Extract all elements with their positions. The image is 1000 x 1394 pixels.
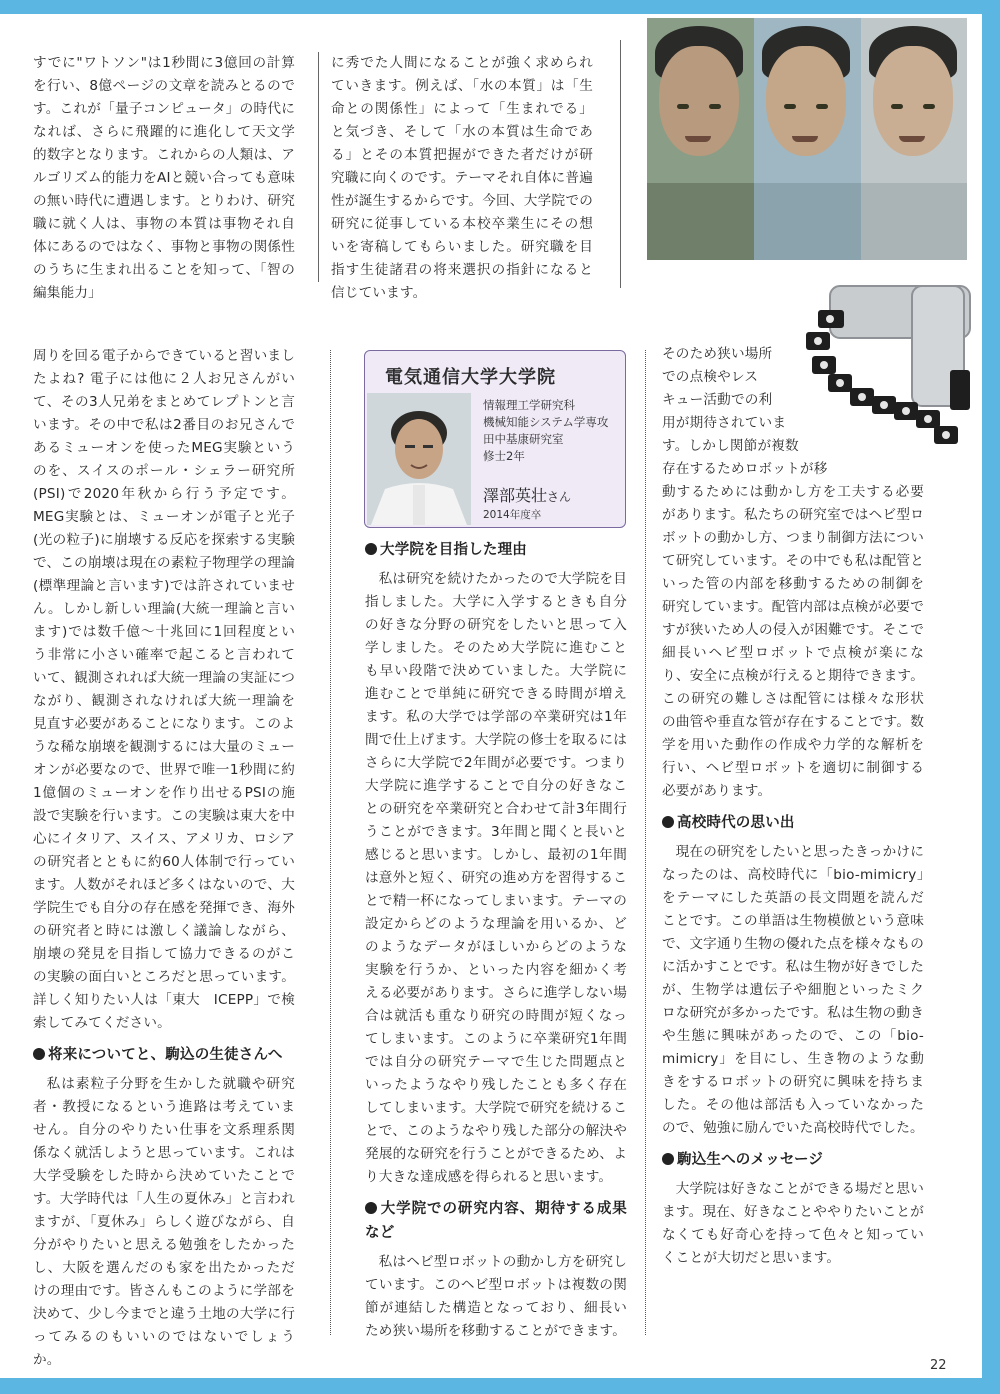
right-accent-bar bbox=[982, 14, 1000, 1378]
section-heading-message: 駒込生へのメッセージ bbox=[662, 1148, 924, 1172]
section-heading-highschool: 高校時代の思い出 bbox=[662, 811, 924, 835]
intro-column-2 bbox=[331, 52, 593, 305]
portrait-2 bbox=[754, 18, 862, 260]
profile-department: 情報理工学研究科 機械知能システム学専攻 田中基康研究室 修士2年 bbox=[483, 398, 609, 463]
article-column-2 bbox=[365, 538, 627, 1343]
section-heading-research: 大学院での研究内容、期待する成果など bbox=[365, 1201, 627, 1241]
column-divider bbox=[330, 350, 331, 1335]
column-divider bbox=[620, 40, 621, 288]
bullet-icon bbox=[365, 543, 377, 555]
profile-name: 澤部英壮さん bbox=[483, 486, 572, 505]
article-column-3 bbox=[662, 343, 924, 1270]
bullet-icon bbox=[662, 816, 674, 828]
col1-paragraph-2: 私は素粒子分野を生かした就職や研究者・教授になるという進路は考えていません。自分のやりたい仕事を文系理系関係なく就活しようと思っています。これは大学受験をした時から決めていたことです。大学時代は「人生の夏休み」と言われますが、「夏休み」らしく遊びながら、自分がやりたいと思える勉強をしたかったし、大阪を選んだのも家を出たかっただけの理由です。皆さんもこのように学部を決めて、少し今までと違う土地の大学に行ってみるのもいいのではないでしょうか。 bbox=[33, 1076, 295, 1368]
portrait-1 bbox=[647, 18, 755, 260]
intro-text-2: に秀でた人間になることが強く求められていきます。例えば、「水の本質」は「生命との関係性」によって「生まれでる」と気づき、そして「水の本質は生命である」とその本質把握ができた者だけが研究職に向くのです。テーマそれ自体に普遍性が誕生するからです。今回、大学院での研究に従事している本校卒業生にその想いを寄稿してもらいました。研究職を目指す生徒諸君の将来選択の指針になると信じています。 bbox=[331, 55, 593, 301]
column-divider bbox=[318, 52, 319, 282]
portrait-3 bbox=[861, 18, 967, 260]
section-heading-reason: 大学院を目指した理由 bbox=[365, 538, 627, 562]
bullet-icon bbox=[662, 1153, 674, 1165]
article-column-1 bbox=[33, 345, 295, 1372]
col3-paragraph-2: 現在の研究をしたいと思ったきっかけになったのは、高校時代に「bio-mimicry」をテーマにした英語の長文問題を読んだことです。この単語は生物模倣という意味で、文字通り生物の優れた点を様々なものに活かすことです。私は生物が好きでしたが、生物学は遺伝子や細胞といったミクロな研究が多かったです。私は生物の動きや生態に興味があったので、この「bio-mimicry」を目にし、生き物のような動きをするロボットの研究に興味を持ちました。その他は部活も入っていなかったので、勉強に励んでいた高校時代でした。 bbox=[662, 844, 924, 1136]
bottom-accent-bar bbox=[0, 1378, 1000, 1394]
graduation-year: 2014年度卒 bbox=[483, 509, 542, 521]
bullet-icon bbox=[33, 1048, 45, 1060]
col3-wrapped-lines: そのため狭い場所 での点検やレス キュー活動での利 用が期待されていま す。しかし関節が複数 存在するためロボットが移 bbox=[662, 346, 828, 477]
col2-paragraph-1: 私は研究を続けたかったので大学院を目指しました。大学に入学するときも自分の好きな分野の研究をしたいと思って入学しました。そのため大学院に進むことも早い段階で決めていました。大学院に進むことで単純に研究できる時間が増えます。私の大学では学部の卒業研究は1年間で仕上げます。大学院の修士を取るにはさらに大学院で2年間が必要です。つまり大学院に進学することで自分の好きなことの研究を卒業研究と合わせて計3年間行うことができます。3年間と聞くと長いと感じると思います。しかし、最初の1年間は意外と短く、研究の進め方を習得することで精一杯になってしまいます。テーマの設定からどのような理論を用いるか、どのようなデータがほしいからどのような実験を行うか、といった内容を細かく考える必要があります。さらに進学しない場合は就活も重なり研究の時間が短くなってしまいます。このように卒業研究1年間では自分の研究テーマで生じた問題点といったようなやり残したことも多く存在してしまいます。大学院で研究を続けることで、このようなやり残した部分の解決や発展的な研究を行うことができるため、より大きな達成感を得られると思います。 bbox=[365, 571, 627, 1185]
col3-paragraph-3: 大学院は好きなことができる場だと思います。現在、好きなことややりたいことがなくても好奇心を持って色々と知っていくことが大切だと思います。 bbox=[662, 1181, 924, 1266]
bullet-icon bbox=[365, 1202, 377, 1214]
graduate-portraits-photo bbox=[647, 18, 967, 260]
top-accent-bar bbox=[0, 0, 1000, 14]
col3-paragraph-1: 動するためには動かし方を工夫する必要があります。私たちの研究室ではヘビ型ロボットの動かし方、つまり制御方法について研究しています。その中でも私は配管といった管の内部を移動するための制御を研究しています。配管内部は点検が必要ですが狭いため人の侵入が困難です。そこで細長いヘビ型ロボットで点検が楽になり、安全に点検が行えると期待できます。この研究の難しさは配管には様々な形状の曲管や垂直な管が存在することです。数学を用いた動作の作成や力学的な解析を行い、ヘビ型ロボットを適切に制御する必要があります。 bbox=[662, 484, 924, 799]
intro-text-1: すでに"ワトソン"は1秒間に3億回の計算を行い、8億ページの文章を読みとるのです。これが「量子コンピュータ」の時代になれば、さらに飛躍的に進化して天文学的数字となります。これからの人類は、アルゴリズム的能力をAIと競い合っても意味の無い時代に遭遇します。とりわけ、研究職に就く人は、事物の本質は事物それ自体にあるのではなく、事物と事物の関係性のうちに生まれ出ることを知って、「智の編集能力」 bbox=[33, 55, 295, 301]
profile-card bbox=[364, 350, 626, 528]
section-heading-future: 将来についてと、駒込の生徒さんへ bbox=[33, 1043, 295, 1067]
university-name: 電気通信大学大学院 bbox=[385, 367, 556, 388]
intro-column-1 bbox=[33, 52, 295, 305]
col2-paragraph-2: 私はヘビ型ロボットの動かし方を研究しています。このヘビ型ロボットは複数の関節が連結した構造となっており、細長いため狭い場所を移動することができます。 bbox=[365, 1254, 627, 1339]
column-divider bbox=[645, 350, 646, 1335]
col1-paragraph-1: 周りを回る電子からできていると習いましたよね? 電子には他に２人お兄さんがいて、その3人兄弟をまとめてレプトンと言います。その中で私は2番目のお兄さんであるミューオンを使ったMEG実験というのを、スイスのポール・シェラー研究所(PSI)で2020年秋から行う予定です。MEG実験とは、ミューオンが電子と光子(光の粒子)に崩壊する反応を探索する実験で、この崩壊は現在の素粒子物理学の理論(標準理論と言います)では許されていません。しかし新しい理論(大統一理論と言います)では数千億〜十兆回に1回程度という非常に小さい確率で起こると言われていて、観測されれば大統一理論の実証につながり、観測されなければ大統一理論を見直す必要があることになります。このような稀な崩壊を観測するには大量のミューオンが必要なので、世界で唯一1秒間に約1億個のミューオンを作り出せるPSIの施設で実験を行います。この実験は東大を中心にイタリア、スイス、アメリカ、ロシアの研究者とともに約60人体制で行っています。人数がそれほど多くはないので、大学院生でも自分の存在感を発揮でき、海外の研究者と時には激しく議論しながら、崩壊の発見を目指して協力できるのがこの実験の面白いところだと思っています。詳しく知りたい人は「東大 ICEPP」で検索してみてください。 bbox=[33, 348, 295, 1031]
page-number: 22 bbox=[930, 1358, 947, 1373]
profile-photo bbox=[367, 393, 471, 525]
